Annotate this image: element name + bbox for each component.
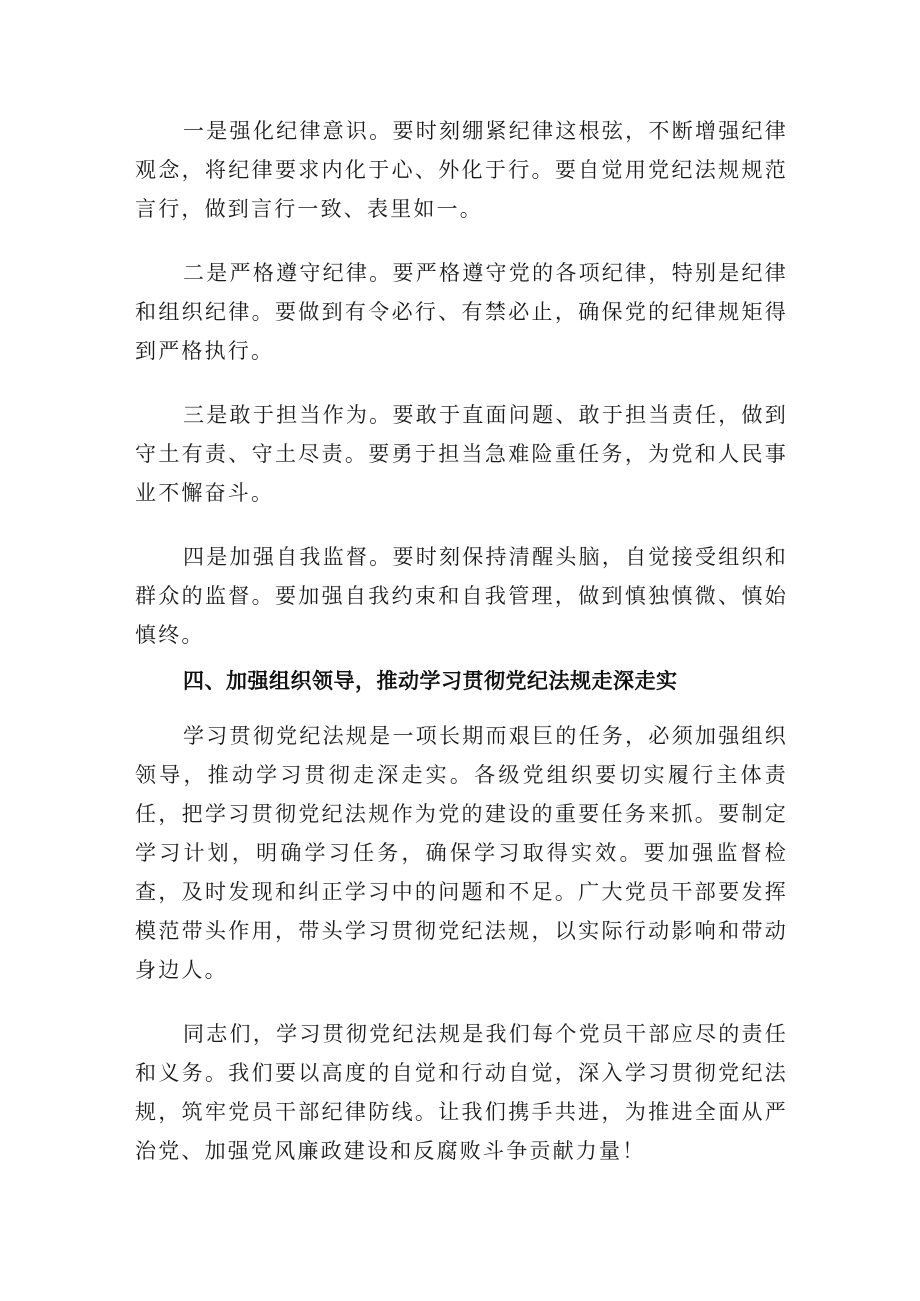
paragraph-responsibility: 三是敢于担当作为。要敢于直面问题、敢于担当责任，做到守土有责、守土尽责。要勇于担当急难险重任务，为党和人民事业不懈奋斗。 [135, 403, 788, 505]
document-body [135, 112, 788, 1196]
paragraph-organizational-leadership: 学习贯彻党纪法规是一项长期而艰巨的任务，必须加强组织领导，推动学习贯彻走深走实。各级党组织要切实履行主体责任，把学习贯彻党纪法规作为党的建设的重要任务来抓。要制定学习计划，明确学习任务，确保学习取得实效。要加强监督检查，及时发现和纠正学习中的问题和不足。广大党员干部要发挥模范带头作用，带头学习贯彻党纪法规，以实际行动影响和带动身边人。 [135, 724, 788, 982]
paragraph-closing-remarks: 同志们，学习贯彻党纪法规是我们每个党员干部应尽的责任和义务。我们要以高度的自觉和行动自觉，深入学习贯彻党纪法规，筑牢党员干部纪律防线。让我们携手共进，为推进全面从严治党、加强党风廉政建设和反腐败斗争贡献力量！ [135, 1022, 788, 1163]
section-heading: 四、加强组织领导，推动学习贯彻党纪法规走深走实 [183, 669, 678, 693]
paragraph-self-supervision: 四是加强自我监督。要时刻保持清醒头脑，自觉接受组织和群众的监督。要加强自我约束和自我管理，做到慎独慎微、慎始慎终。 [135, 545, 788, 647]
paragraph-strict-discipline: 二是严格遵守纪律。要严格遵守党的各项纪律，特别是纪律和组织纪律。要做到有令必行、有禁必止，确保党的纪律规矩得到严格执行。 [135, 261, 788, 363]
paragraph-discipline-awareness: 一是强化纪律意识。要时刻绷紧纪律这根弦，不断增强纪律观念，将纪律要求内化于心、外化于行。要自觉用党纪法规规范言行，做到言行一致、表里如一。 [135, 119, 788, 221]
